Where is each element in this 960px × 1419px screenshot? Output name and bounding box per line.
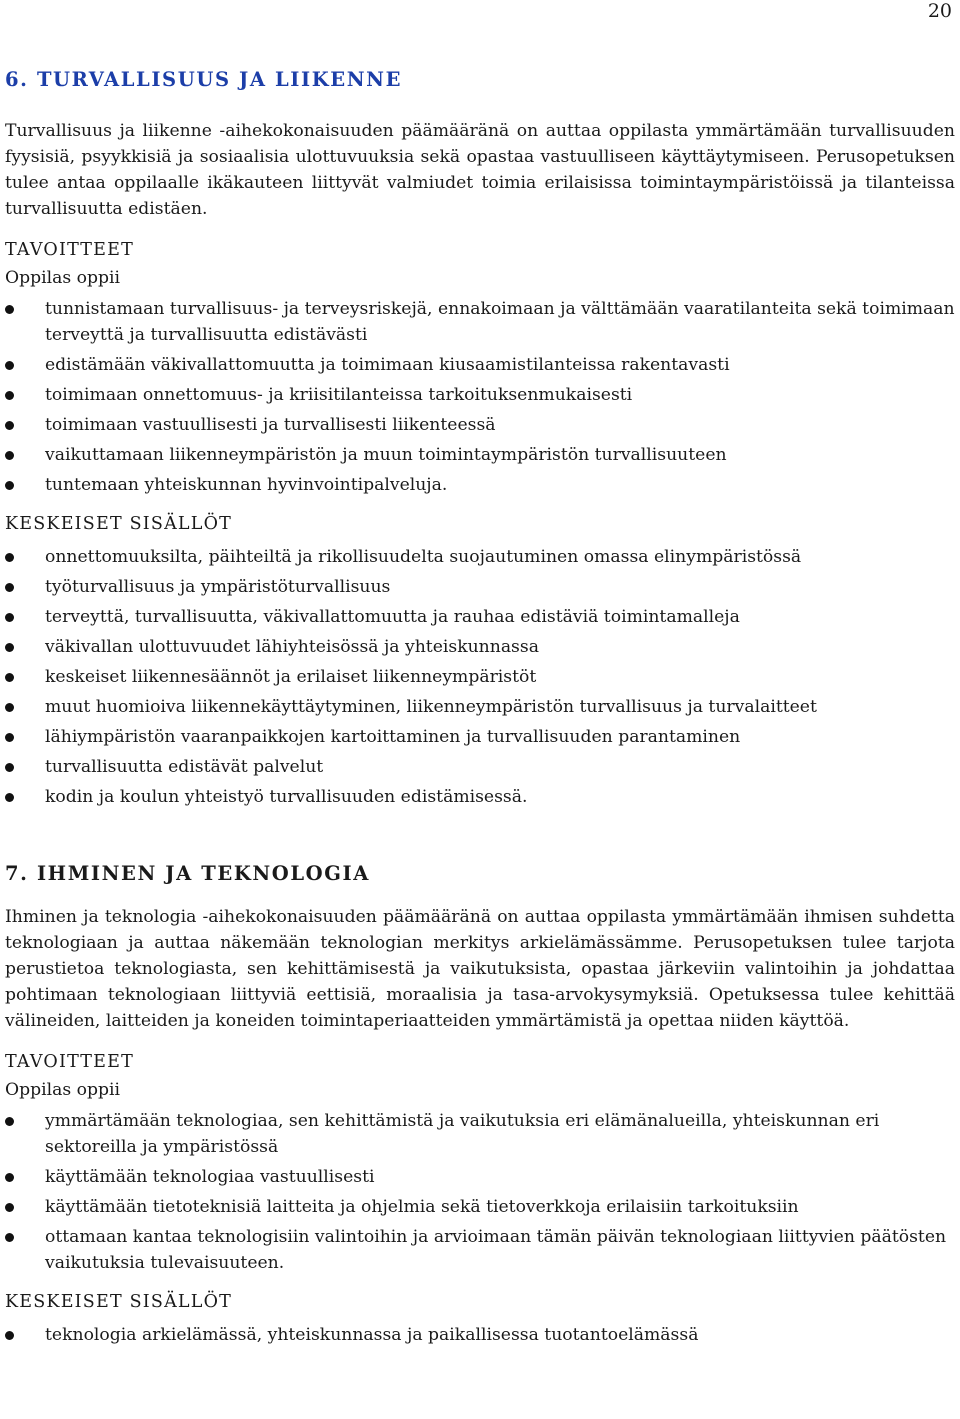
list-item: turvallisuutta edistävät palvelut <box>5 754 955 780</box>
section-7-contents-heading: KESKEISET SISÄLLÖT <box>5 1292 232 1312</box>
list-item: terveyttä, turvallisuutta, väkivallattomuutta ja rauhaa edistäviä toimintamalleja <box>5 604 955 630</box>
bullet-icon <box>5 793 14 802</box>
list-item: lähiympäristön vaaranpaikkojen kartoittaminen ja turvallisuuden parantaminen <box>5 724 955 750</box>
section-6-goals-sub: Oppilas oppii <box>5 268 120 288</box>
section-7-title: 7. IHMINEN JA TEKNOLOGIA <box>5 862 370 885</box>
list-item: toimimaan vastuullisesti ja turvallisesti liikenteessä <box>5 412 955 438</box>
bullet-icon <box>5 553 14 562</box>
list-item: käyttämään teknologiaa vastuullisesti <box>5 1164 955 1190</box>
list-item: tunnistamaan turvallisuus- ja terveysriskejä, ennakoimaan ja välttämään vaaratilanteita sekä toimimaan terveyttä ja turvallisuutta edistävästi <box>5 296 955 348</box>
list-item: ymmärtämään teknologiaa, sen kehittämistä ja vaikutuksia eri elämänalueilla, yhteiskunnan eri sektoreilla ja ympäristössä <box>5 1108 955 1160</box>
list-item: kodin ja koulun yhteistyö turvallisuuden edistämisessä. <box>5 784 955 810</box>
bullet-icon <box>5 361 14 370</box>
list-item: työturvallisuus ja ympäristöturvallisuus <box>5 574 955 600</box>
bullet-icon <box>5 481 14 490</box>
section-6-intro: Turvallisuus ja liikenne -aihekokonaisuuden päämääränä on auttaa oppilasta ymmärtämään turvallisuuden fyysisiä, psyykkisiä ja sosiaalisia ulottuvuuksia sekä opastaa vastuulliseen käyttäytymiseen. Perusopetuksen tulee antaa oppilaalle ikäkauteen liittyvät valmiudet toimia erilaisissa toimintaympäristöissä ja tilanteissa turvallisuutta edistäen. <box>5 121 955 219</box>
list-item: onnettomuuksilta, päihteiltä ja rikollisuudelta suojautuminen omassa elinympäristössä <box>5 544 955 570</box>
bullet-icon <box>5 583 14 592</box>
bullet-icon <box>5 763 14 772</box>
section-7-goals-list <box>5 1108 955 1276</box>
list-item: toimimaan onnettomuus- ja kriisitilanteissa tarkoituksenmukaisesti <box>5 382 955 408</box>
bullet-icon <box>5 391 14 400</box>
list-item: edistämään väkivallattomuutta ja toimimaan kiusaamistilanteissa rakentavasti <box>5 352 955 378</box>
section-6-contents-heading: KESKEISET SISÄLLÖT <box>5 514 232 534</box>
bullet-icon <box>5 1331 14 1340</box>
document-body <box>5 64 955 1352</box>
bullet-icon <box>5 613 14 622</box>
section-6-title: 6. TURVALLISUUS JA LIIKENNE <box>5 68 403 91</box>
section-7-goals-heading: TAVOITTEET <box>5 1052 134 1072</box>
list-item: ottamaan kantaa teknologisiin valintoihin ja arvioimaan tämän päivän teknologiaan liittyvien päätösten vaikutuksia tulevaisuuteen. <box>5 1224 955 1276</box>
bullet-icon <box>5 451 14 460</box>
bullet-icon <box>5 673 14 682</box>
section-6-contents-list <box>5 544 955 810</box>
section-7-goals-sub: Oppilas oppii <box>5 1080 120 1100</box>
list-item: teknologia arkielämässä, yhteiskunnassa ja paikallisessa tuotantoelämässä <box>5 1322 955 1348</box>
bullet-icon <box>5 1233 14 1242</box>
page-number: 20 <box>927 0 952 22</box>
list-item: väkivallan ulottuvuudet lähiyhteisössä ja yhteiskunnassa <box>5 634 955 660</box>
section-6-goals-heading: TAVOITTEET <box>5 240 134 260</box>
bullet-icon <box>5 421 14 430</box>
bullet-icon <box>5 1203 14 1212</box>
list-item: muut huomioiva liikennekäyttäytyminen, liikenneympäristön turvallisuus ja turvalaitteet <box>5 694 955 720</box>
bullet-icon <box>5 643 14 652</box>
section-7-intro: Ihminen ja teknologia -aihekokonaisuuden päämääränä on auttaa oppilasta ymmärtämään ihmisen suhdetta teknologiaan ja auttaa näkemään teknologian merkitys arkielämässämme. Perusopetuksen tulee tarjota perustietoa teknologiasta, sen kehittämisestä ja vaikutuksista, opastaa järkeviin valintoihin ja johdattaa pohtimaan teknologiaan liittyviä eettisiä, moraalisia ja tasa-arvokysymyksiä. Opetuksessa tulee kehittää välineiden, laitteiden ja koneiden toimintaperiaatteiden ymmärtämistä ja opettaa niiden käyttöä. <box>5 907 955 1031</box>
list-item: vaikuttamaan liikenneympäristön ja muun toimintaympäristön turvallisuuteen <box>5 442 955 468</box>
bullet-icon <box>5 1117 14 1126</box>
bullet-icon <box>5 1173 14 1182</box>
bullet-icon <box>5 703 14 712</box>
list-item: tuntemaan yhteiskunnan hyvinvointipalveluja. <box>5 472 955 498</box>
section-7-contents-list <box>5 1322 955 1348</box>
bullet-icon <box>5 305 14 314</box>
list-item: keskeiset liikennesäännöt ja erilaiset liikenneympäristöt <box>5 664 955 690</box>
list-item: käyttämään tietoteknisiä laitteita ja ohjelmia sekä tietoverkkoja erilaisiin tarkoituksiin <box>5 1194 955 1220</box>
section-6-goals-list <box>5 296 955 498</box>
bullet-icon <box>5 733 14 742</box>
